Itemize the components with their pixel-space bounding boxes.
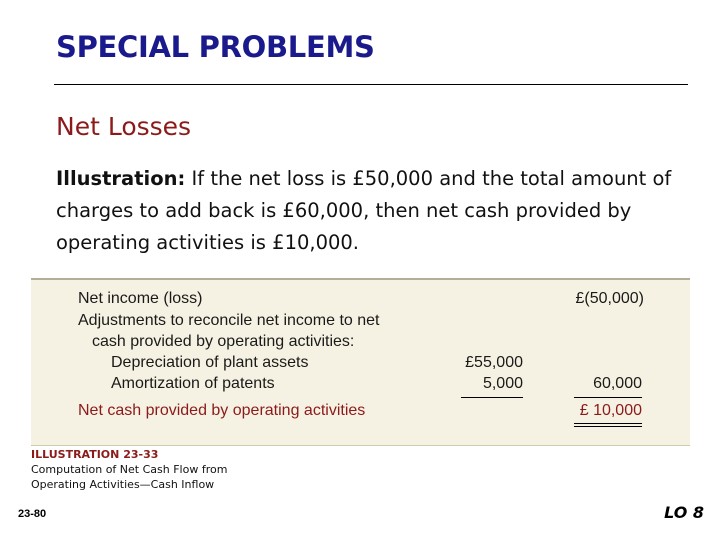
row-amortization-amount: 5,000: [482, 375, 523, 392]
caption-line-1: Computation of Net Cash Flow from: [31, 463, 228, 476]
total-double-underline: [574, 423, 642, 427]
row-net-cash-label: Net cash provided by operating activities: [78, 402, 366, 419]
section-subtitle: Net Losses: [56, 112, 192, 141]
row-depreciation-label: Depreciation of plant assets: [111, 354, 309, 371]
row-adjustments-total: 60,000: [593, 375, 642, 392]
row-net-income-amount: £(50,000): [575, 290, 644, 307]
cash-flow-statement: [31, 278, 690, 446]
row-net-income-label: Net income (loss): [78, 290, 203, 307]
page-number: 23-80: [18, 508, 47, 520]
title-divider: [54, 84, 688, 85]
row-depreciation-amount: £55,000: [465, 354, 523, 371]
caption-line-2: Operating Activities—Cash Inflow: [31, 478, 215, 491]
row-amortization-label: Amortization of patents: [111, 375, 275, 392]
illustration-lead: Illustration:: [56, 167, 186, 190]
illustration-paragraph: [56, 163, 686, 259]
row-adjustments-label: Adjustments to reconcile net income to net: [78, 312, 380, 329]
illustration-caption: [31, 447, 227, 492]
illustration-text: If the net loss is £50,000 and the total amount of charges to add back is £60,000, then net cash provided by operating activities is £10,000.: [56, 167, 672, 254]
subtotal-underline-col1: [461, 397, 523, 398]
learning-objective: LO 8: [664, 503, 704, 522]
row-adjustments-label-cont: cash provided by operating activities:: [92, 333, 355, 350]
subtotal-underline-col2: [574, 397, 642, 398]
caption-number: ILLUSTRATION 23-33: [31, 448, 159, 461]
row-net-cash-amount: £ 10,000: [579, 402, 642, 419]
slide-title: SPECIAL PROBLEMS: [56, 30, 375, 64]
